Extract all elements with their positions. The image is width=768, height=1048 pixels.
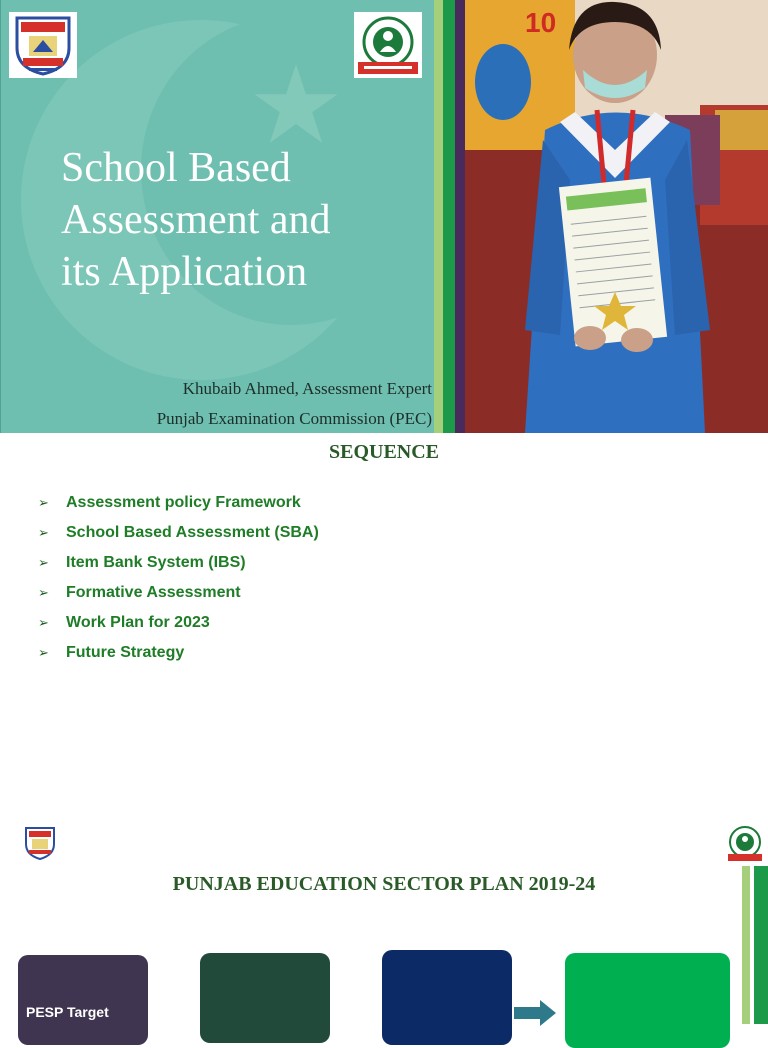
plan-box-4 [565,953,730,1048]
pec-logo-small [22,825,58,861]
decor-stripe-light [434,0,443,433]
right-arrow-icon [514,1000,556,1026]
sed-logo-small [726,825,764,863]
arrow-bullet-icon: ➢ [38,495,49,510]
decor-stripe-green [443,0,455,433]
arrow-bullet-icon: ➢ [38,525,49,540]
pec-logo [9,12,77,78]
arrow-bullet-icon: ➢ [38,585,49,600]
box-label: PESP Target [26,1004,109,1020]
pesp-target-box [18,955,148,1045]
title-panel [0,0,434,433]
star-icon [251,60,341,150]
svg-text:10: 10 [525,7,557,38]
decor-stripe-purple [455,0,465,433]
student-photo [465,0,768,433]
list-item: ➢ School Based Assessment (SBA) [38,524,319,541]
presenter-name: Khubaib Ahmed, Assessment Expert [182,379,432,398]
school-education-department-logo [354,12,422,78]
decor-stripe-green [754,866,768,1024]
list-item: ➢ Work Plan for 2023 [38,614,210,631]
title-slide [0,0,768,433]
arrow-bullet-icon: ➢ [38,615,49,630]
presenter-organization: Punjab Examination Commission (PEC) [156,409,432,428]
list-item: ➢ Assessment policy Framework [38,494,301,511]
list-item: ➢ Item Bank System (IBS) [38,554,246,571]
decor-stripe-light [742,866,750,1024]
arrow-bullet-icon: ➢ [38,645,49,660]
sector-plan-heading: PUNJAB EDUCATION SECTOR PLAN 2019-24 [172,873,596,895]
list-item: ➢ Future Strategy [38,644,185,661]
presentation-title: School Based Assessment and its Application [61,145,331,295]
sequence-list [38,488,319,668]
sequence-heading: SEQUENCE [328,441,440,463]
plan-box-3 [382,950,512,1045]
plan-box-2 [200,953,330,1043]
list-item: ➢ Formative Assessment [38,584,241,601]
arrow-bullet-icon: ➢ [38,555,49,570]
